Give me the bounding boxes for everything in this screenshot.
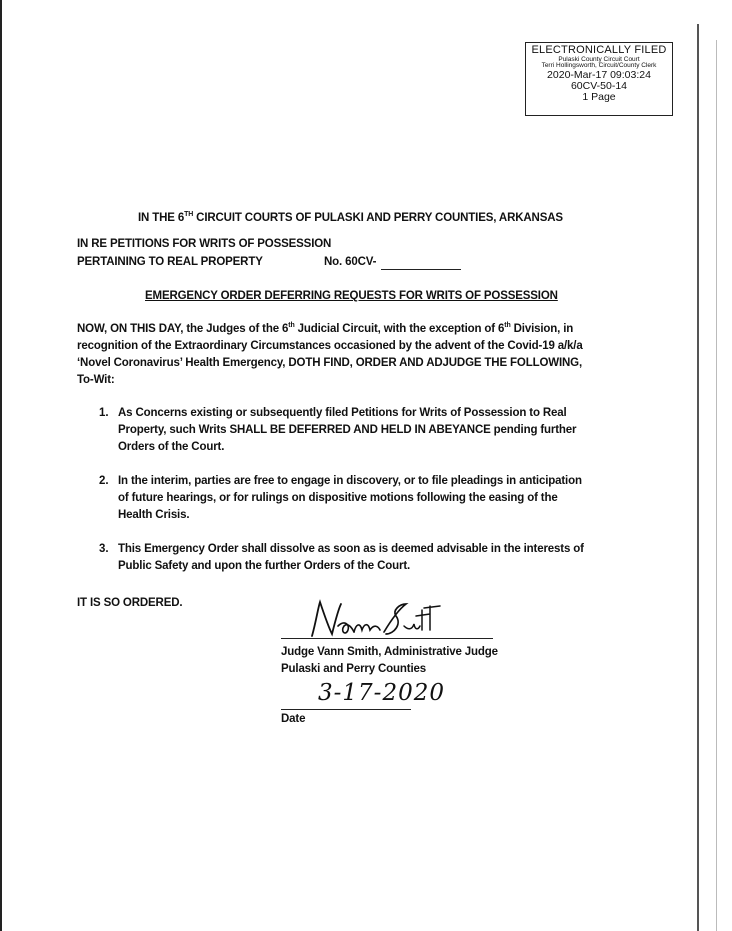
stamp-court: Pulaski County Circuit Court (558, 55, 640, 63)
item-1-line-2: Property, such Writs SHALL BE DEFERRED AND HELD IN ABEYANCE pending further (118, 424, 577, 436)
page-edge-right-faint (716, 40, 717, 931)
item-2-line-2: of future hearings, or for rulings on dispositive motions following the easing of the (118, 492, 558, 504)
page-edge-right (697, 24, 699, 931)
stamp-datetime: 2020-Mar-17 09:03:24 (547, 69, 651, 82)
court-title-sup: TH (184, 211, 194, 219)
item-2-line-1: In the interim, parties are free to engage in discovery, or to file pleadings in anticipation (118, 475, 582, 487)
preamble-line-2: recognition of the Extraordinary Circumstances occasioned by the advent of the Covid-19 a/k/a (77, 340, 583, 352)
preamble-l1-sup1: th (288, 322, 295, 330)
court-title (138, 212, 563, 224)
preamble-l1-b: Judicial Circuit, with the exception of 6 (294, 323, 505, 335)
case-number-label: No. 60CV- (324, 256, 377, 268)
item-2-line-3: Health Crisis. (118, 509, 190, 521)
handwritten-date: 3-17-2020 (318, 680, 445, 706)
caption-line-1: IN RE PETITIONS FOR WRITS OF POSSESSION (77, 238, 332, 250)
preamble-l1-c: Division, in (510, 323, 574, 335)
filing-stamp (525, 42, 673, 116)
stamp-title: ELECTRONICALLY FILED (531, 44, 667, 56)
date-line (281, 709, 411, 710)
judge-signature (298, 596, 448, 642)
item-1-line-3: Orders of the Court. (118, 441, 225, 453)
stamp-clerk: Terri Hollingsworth, Circuit/County Clerk (541, 62, 657, 70)
preamble-line-4: To-Wit: (77, 374, 115, 386)
court-title-post: CIRCUIT COURTS OF PULASKI AND PERRY COUNTIES, ARKANSAS (193, 212, 563, 224)
preamble-line-3: ‘Novel Coronavirus’ Health Emergency, DOTH FIND, ORDER AND ADJUDGE THE FOLLOWING, (77, 357, 582, 369)
signature-line (281, 638, 493, 639)
date-label: Date (281, 713, 306, 725)
court-title-pre: IN THE 6 (138, 212, 185, 224)
stamp-pages: 1 Page (582, 91, 616, 104)
so-ordered-text: IT IS SO ORDERED. (77, 597, 183, 609)
case-number-blank (381, 269, 461, 270)
stamp-case-number: 60CV-50-14 (570, 80, 628, 93)
judge-name: Judge Vann Smith, Administrative Judge (281, 646, 498, 658)
item-3-line-2: Public Safety and upon the further Orders of the Court. (118, 560, 411, 572)
preamble-l1-sup2: th (504, 322, 511, 330)
judge-counties: Pulaski and Perry Counties (281, 663, 427, 675)
item-1-line-1: As Concerns existing or subsequently filed Petitions for Writs of Possession to Real (118, 407, 567, 419)
page-edge-left (0, 0, 2, 931)
caption-line-2: PERTAINING TO REAL PROPERTY (77, 256, 263, 268)
preamble-line-1 (77, 323, 573, 335)
item-1-number: 1. (99, 407, 109, 419)
item-2-number: 2. (99, 475, 109, 487)
preamble-l1-a: NOW, ON THIS DAY, the Judges of the 6 (77, 323, 289, 335)
item-3-line-1: This Emergency Order shall dissolve as soon as is deemed advisable in the interests of (118, 543, 584, 555)
order-title: EMERGENCY ORDER DEFERRING REQUESTS FOR WRITS OF POSSESSION (145, 290, 558, 302)
item-3-number: 3. (99, 543, 109, 555)
